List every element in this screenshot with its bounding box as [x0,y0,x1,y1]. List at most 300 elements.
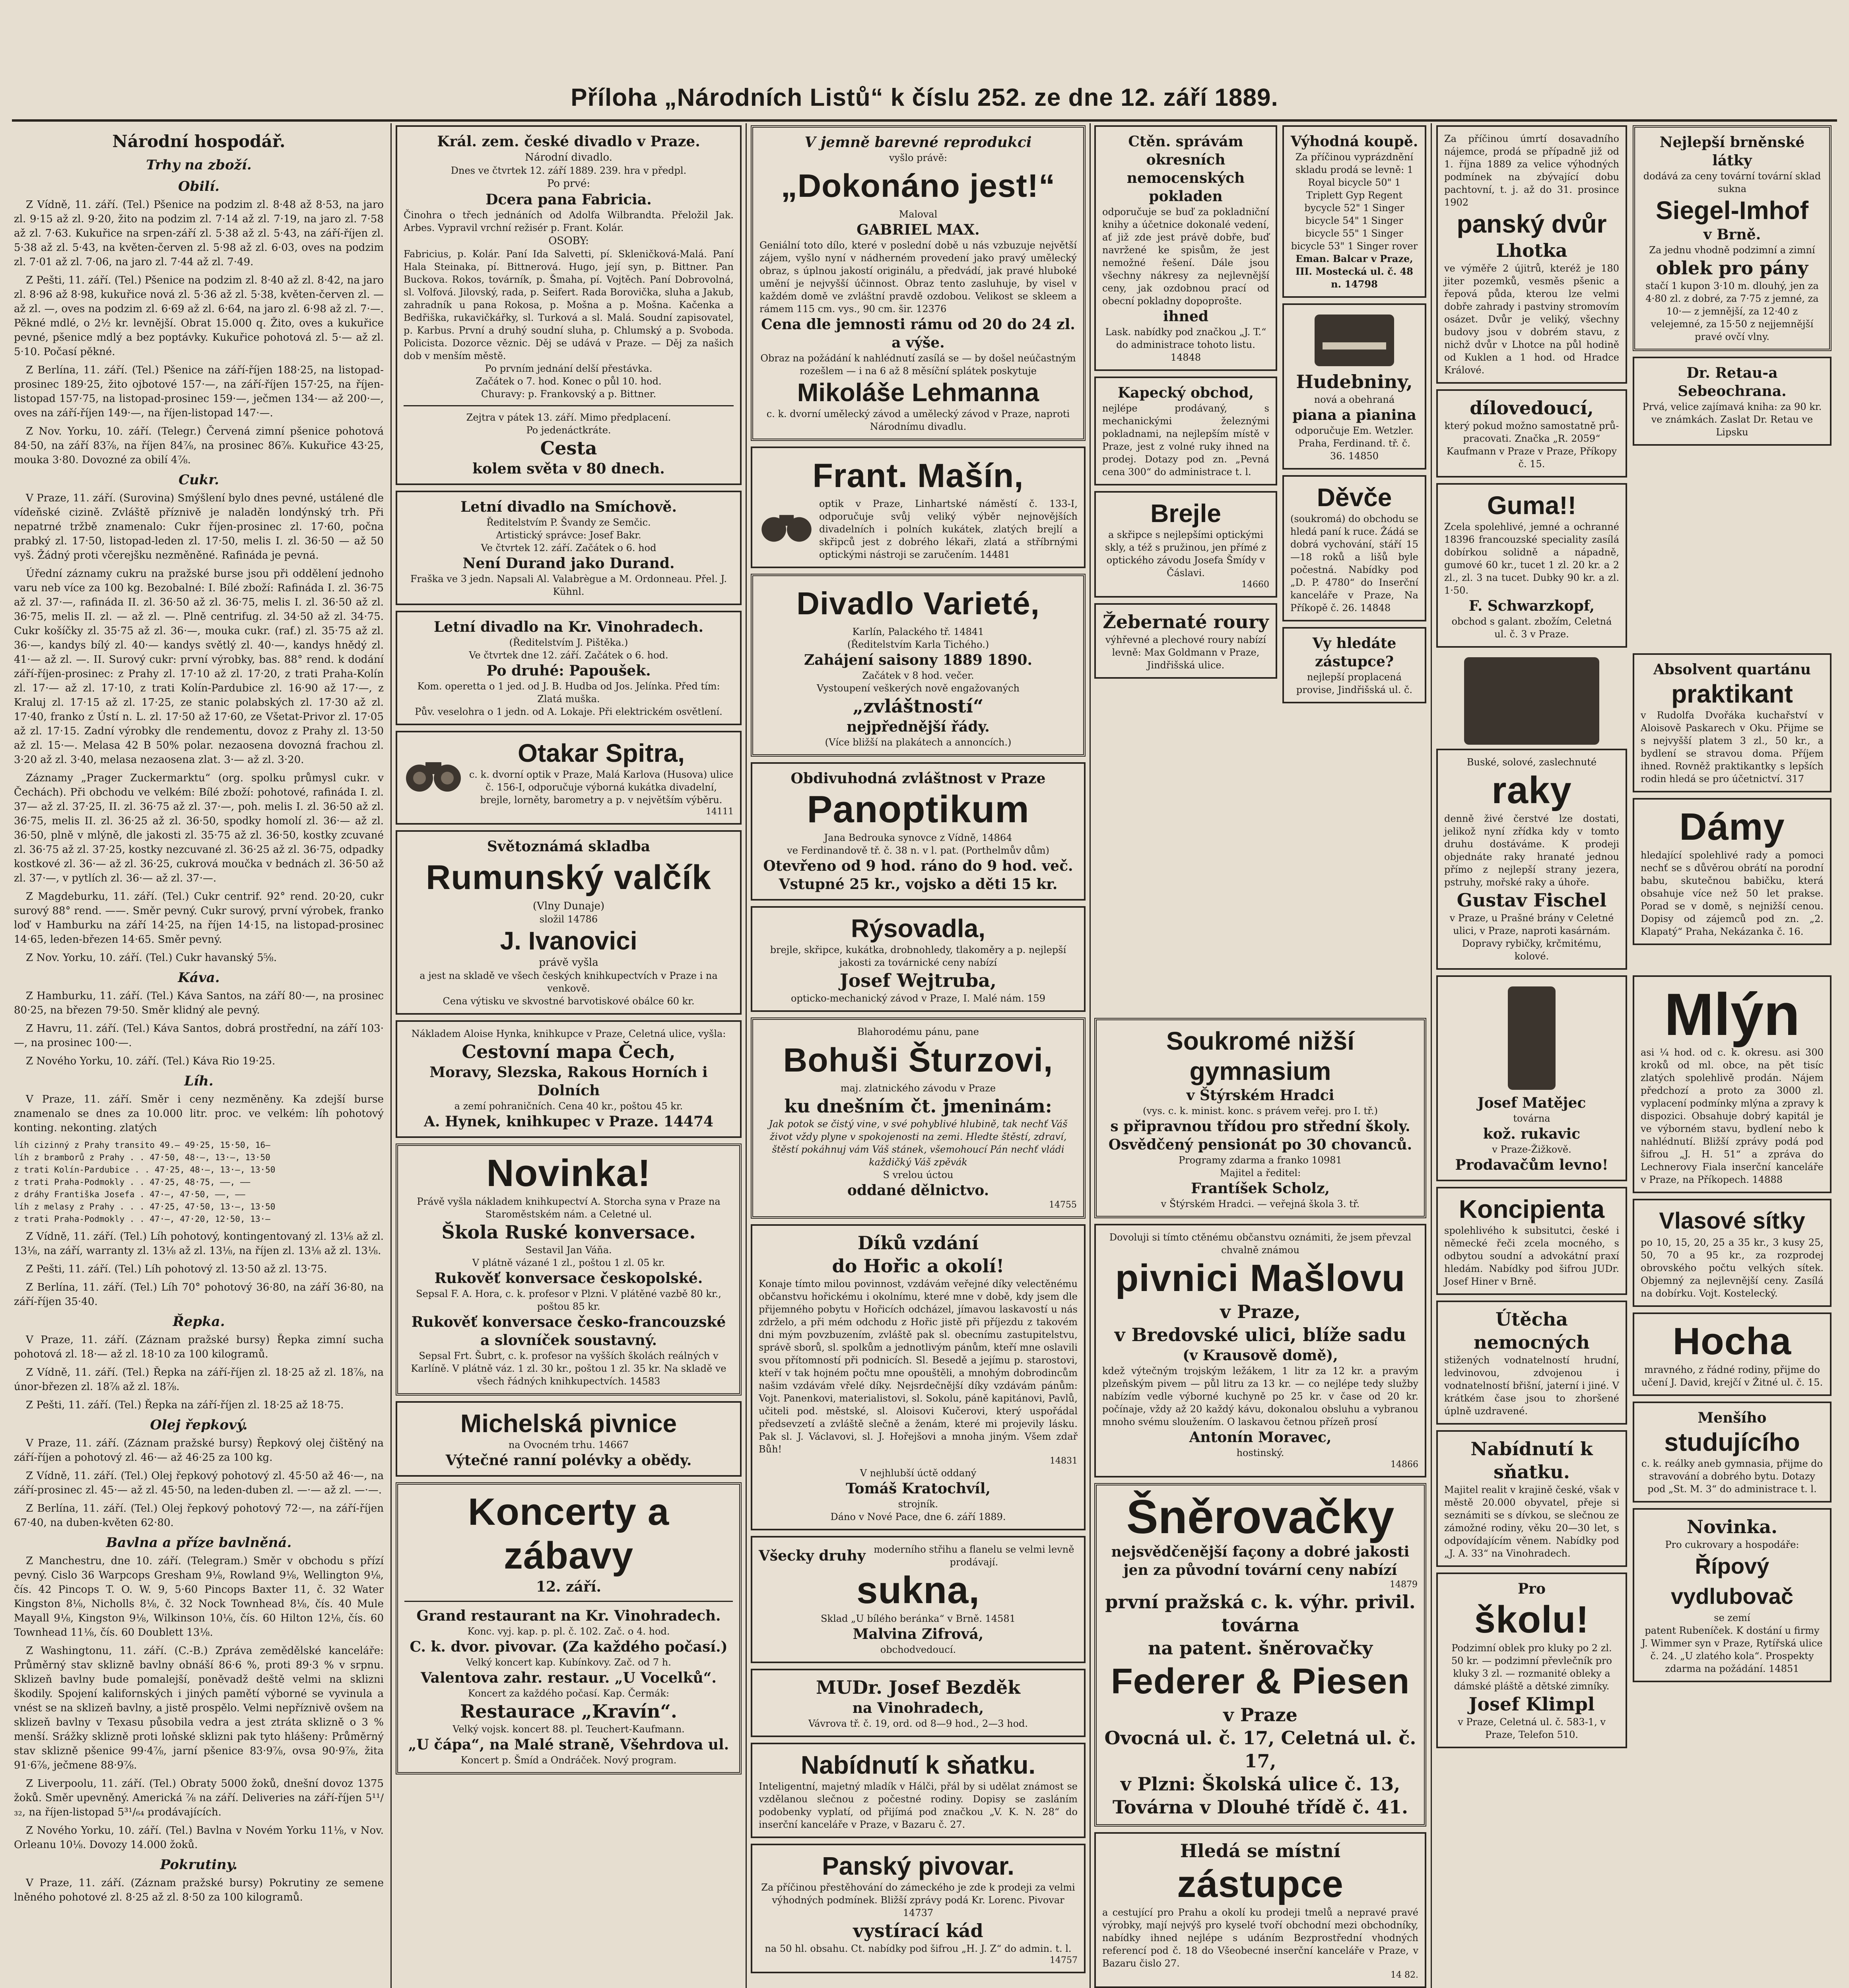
rubber-title: Guma!! [1487,491,1576,520]
foreman-title: dílovedoucí, [1470,397,1594,419]
school-title: Škola Ruské konversace. [441,1221,696,1243]
first-label: Po prvé: [547,178,590,190]
waltz-title: Rumunský valčík [426,858,711,897]
beet-novelty: Novinka. [1686,1516,1778,1538]
panopticum-ad [751,762,1086,901]
paragraph: V Praze, 11. září. (Záznam pražské bursy) Pokrutiny ze semene lněného pohotové zl. 8·25 až zl. 8·50 za 100 kilogramů. [14,1877,384,1903]
nameday-ad [751,1017,1086,1219]
waltz-ad [396,830,742,1015]
crayfish-text: denně živé čerstvé lze dostati, jelikož nyní zřídka kdy v tomto druhu dostáváme. K prodeji objednáte raky hranaté jednou přímo z nejlepší strany jezera, pstruhy, mořské raky a úhoře. [1444,813,1619,888]
sub-heading: Pokrutiny. [160,1857,238,1873]
agent-ad [1282,627,1426,703]
map-ad [396,1020,742,1138]
pipes-ad [1094,603,1277,679]
thanks-signature: Tomáš Kratochvíl, [845,1480,991,1497]
thanks-closing: V nejhlubší úctě oddaný [860,1468,977,1479]
just-published: právě vyšla [539,957,598,969]
glasses-title: Brejle [1150,499,1221,528]
vino-head: Letní divadlo na Kr. Vinohradech. [433,619,704,635]
nameday-verse: Jak potok se čistý vine, v své pohyblivé hlubině, tak nechť Váš život vždy plyne v spokojenosti na zemi. Hledte štěstí, zdraví, štěstí pokáhnuj vám Váš stánek, všemohoucí Pán nechť vládi každičký Váš zpěvák [769,1118,1068,1168]
crayfish-intro: Buské, solové, zaslechnuté [1466,757,1597,768]
shop-sale-ad [1094,377,1277,485]
pub-text: kdež výtečným trojským ležákem, 1 litr za 12 kr. a pravým plzeňským pivem — půl litru za 13 kr. — co nejlépe tedy služby nabízím vedle výborné kuchyně po 25 kr. v čase od 20 kr. počínaje, vždy až 20 každý kávu, dokonalou obsluhu a vybranou mnoho svému sloužením. O laskavou četnou přízeň prosí [1102,1365,1418,1427]
cesta-sub: kolem světa v 80 dnech. [472,460,665,477]
agent-wanted-text: a cestující pro Prahu a okolí ku prodeji tmelů a nepravé pravé výrobky, mají nejvýš pro kyselé tvoří obchodní mezi obchodníky, nabídky ihned nejlépe s udáním Bezprostřední vhodných referencí pod č. 18 do Všeobecné inserční kanceláře v Praze, v Bazaru čislo 27. [1102,1907,1418,1969]
immediately: ihned [1163,308,1209,325]
estate-intro: Za příčinou úmrtí dosavadního nájemce, prodá se případně již od 1. října 1889 za velice výhodných podmínek na zbývající dobu pachtovní, t. j. až do 31. prosince 1902 [1444,133,1619,208]
paragraph: V Praze, 11. září. (Záznam pražské bursy) Řepka zimní sucha pohotová zl. 18·— až zl. 18·10 za 100 kilogramů. [14,1334,384,1360]
venue-desc: Velký vojsk. koncert 88. pl. Teuchert-Kaufmann. [453,1724,685,1735]
estate-lease-ad [1436,125,1627,384]
venue-name: „U čápa“, na Malé straně, Všehrdova ul. [408,1736,729,1753]
waltz-desc: a jest na skladě ve všech českých knihkupectvích v Praze i na venkově. [420,970,718,994]
foreman-ad [1436,389,1627,478]
pub-takeover-ad [1094,1224,1426,1477]
cesta-title: Cesta [540,437,597,459]
sick-fund-text: odporučuje se buď za pokladniční knihy a účetnice dokonalé vedení, ať již zde jest právě dobře, buď navržené ke spisům, že jest nemožné řešení. Dále jsou všechny nákresy za nejlevnější ceny, jak ozdobnou prací od obecní pokladny dopoprošte. [1102,206,1269,307]
variety-title: Divadlo Varieté, [796,586,1040,621]
nameday-name: Bohuši Šturzovi, [783,1041,1053,1079]
sub-heading: Bavlna a příze bavlněná. [106,1535,292,1551]
beet-text: patent Rubeníček. K dostání u firmy J. Wimmer syn v Praze, Rytířská ulice č. 24. „U zlatého kola“. Prospekty zdarma na požádání. 14851 [1641,1625,1823,1674]
cast-list: Fabricius, p. Kolár. Paní Ida Salvetti, pí. Skleničková-Malá. Paní Hala Steinaka, pí. Bittnerová. Hugo, její syn, p. Bittner. Pan Buckova. Rokos, továrník, p. Šmaha, pí. Vojtěch. Paní Dobrovolná, sl. Volfová. Jilovský, rada, p. Seifert. Rada Borovička, sluha a Jakub, zahradník u pana Rokosa, p. Mošna a p. Mošna. Kačenka a Bedřiška, rukavičkářky, sl. Turková a sl. Malá. Soudní zapisovatel, p. Karbus. První a druhý soudní sluha, p. Chlumský a p. Svoboda. Policista. Dozorce věznic. Děj se udává v Praze. — Děj za našich dob v menším městě. [404,248,734,361]
cloth-siegel-ad [1633,125,1832,351]
agent-title: Vy hledáte zástupce? [1312,635,1396,670]
dealer-desc: c. k. dvorní umělecký závod a umělecký závod v Praze, naproti Národnímu divadlu. [766,408,1070,432]
gloves-ad [1436,975,1627,1181]
gymnasium-license: (vys. c. k. minist. konc. s právem veřej. pro I. tř.) [1143,1105,1378,1116]
optician-desc-2: optik v Praze, Linhartské náměstí č. 133-I, odporučuje svůj veliký výběr nejnovějších divadelních i polních kukátek, zlatých brejlí a skřipců jest z dobrého lékaři, zlatá a stříbrnými optickými nástroji se zaručením. 14481 [819,498,1078,560]
paragraph: Z Nov. Yorku, 10. září. (Telegr.) Červená zimní pšenice pohotová 84·50, na září 83⅞, na říjen 84⅞, na prosinec 86⅞. Kukuřice 43·25, mouka 3·80. Dovozné za obilí 4⅞. [14,425,384,466]
painter-name: GABRIEL MAX. [857,221,980,238]
paragraph: V Praze, 11. září. (Záznam pražské bursy) Řepkový olej čištěný na září-říjen a pohotový zl. 46·— až 46·25 za 100 kg. [14,1437,384,1464]
publisher-line: Nákladem Aloise Hynka, knihkupce v Praze, Celetná ulice, vyšla: [411,1028,726,1039]
table-row: z trati Praha-Podmokly . . 47·—, 47·20, 12·50, 13·— [14,1214,270,1224]
glasses-text: a skřipce s nejlepšími optickými skly, a též s pružinou, jen přímé z optického závodu Josefa Šmídy v Čáslavi. [1105,529,1266,579]
agent-wanted-intro: Hledá se místní [1180,1840,1341,1862]
thanks-date: Dáno v Nové Pace, dne 6. září 1889. [830,1511,1006,1522]
play-desc: Činohra o třech jednáních od Adolfa Wilbrandta. Přeložil Jak. Arbes. Vypravil vrchní režisér p. Frant. Kolár. [404,210,734,233]
cast-label: OSOBY: [548,235,589,247]
intermission: Po prvním jednání delší přestávka. [485,363,653,374]
dealer-name: Mikoláše Lehmanna [797,378,1039,407]
student-text: c. k. reálky aneb gymnasia, přijme do stravování a dobrého bytu. Dotazy pod „St. M. 3“ do administrace t. l. [1641,1458,1823,1495]
beet-title: Řípový vydlubovač [1670,1553,1794,1609]
estate-title: panský dvůr [1457,210,1607,238]
doctor-place: na Vinohradech, [852,1700,984,1716]
optician-desc: c. k. dvorní optik v Praze, Malá Karlova (Husova) ulice č. 156-I, odporučuje výborná kukátka divadelní, brejle, lorněty, barometry a p. v největším výběru. [469,769,734,806]
cloth-store: Sklad „U bílého beránka“ v Brně. 14581 [821,1613,1016,1624]
paragraph: Z Liverpoolu, 11. září. (Tel.) Obraty 5000 žoků, dnešní dovoz 1375 žoků. Směr upevněný. Americká ⅞ na září. Deliveries na září-říjen 5¹¹/₃₂, na říjen-listopad 5³¹/₆₄ prodávajících. [14,1778,384,1818]
waltz-sub: (Vlny Dunaje) [532,900,605,912]
paragraph: Z Vídně, 11. září. (Tel.) Pšenice na podzim zl. 8·48 až 8·53, na jaro zl. 9·15 až zl. 9·20, žito na podzim zl. 7·14 až zl. 7·19, na jaro zl. 7·58 až zl. 7·63. Kukuřice na srpen-září zl. 5·38 až zl. 5·43, na září-říjen zl. 5·38 až zl. 5·43, na květen-červen zl. 5·98 až zl. 6·03, oves na podzim zl. 7·01 až zl. 7·06, na jaro zl. 7·44 až zl. 7·49. [14,199,384,268]
sub-heading: Obilí. [178,179,219,194]
gymnasium-title: Soukromé nižší gymnasium [1166,1027,1354,1085]
beet-sub: se zemí [1714,1612,1750,1623]
vino-date: Ve čtvrtek dne 12. září. Začátek o 6. hod. [469,650,668,661]
apprentice-title: praktikant [1671,679,1793,708]
paragraph: Z Nového Yorku, 10. září. (Tel.) Bavlna v Novém Yorku 11⅛, v Nov. Orleanu 10⅛. Dovozy 14.000 žoků. [14,1825,384,1851]
cloth-title: sukna, [856,1569,980,1611]
paragraph: Z Berlína, 11. září. (Tel.) Pšenice na září-říjen 188·25, na listopad-prosinec 189·25, žito ojbotové 157·—, na září-říjen 157·25, na říjen-listopad 157·75, na listopad-prosinec 159·—, ječmen 134·— až 200·—, oves na září-říjen 149·—, na říjen-listopad 147·—. [14,364,384,419]
apprentice-text: v Rudolfa Dvořáka kuchařství v Aloisově Paskarech v Oku. Přijme se s nejvyšší platem 3 zl., 50 kr., a bydlení se stravou doma. Příjem ihned. Rovněž praktikantky s lepších rodin hledá se pro účetnictví. 317 [1641,710,1824,784]
section-heading: Trhy na zboží. [146,157,252,173]
gloves-sellers: Prodavačům levno! [1455,1157,1608,1173]
gloves-owner: Josef Matějec [1477,1095,1586,1111]
painter-label: Maloval [899,209,938,220]
pub-name: pivnici Mašlovu [1115,1257,1406,1299]
vat-text: na 50 hl. obsahu. Ct. nabídky pod šifrou „H. J. Z“ do admin. t. l. [765,1943,1072,1954]
gloves-place: v Praze-Žižkově. [1492,1144,1571,1155]
waltz-intro: Světoznámá skladba [487,838,651,855]
brewery-title: Panský pivovar. [822,1852,1014,1880]
boy-text: mravného, z řádné rodiny, přijme do učení J. David, krejčí v Žitné ul. č. 15. [1641,1364,1823,1388]
col6-top-row [1436,125,1836,653]
student-intro: Menšího [1698,1409,1767,1426]
table-row: líh z bramborů z Prahy . . 47·50, 48·—, 13·—, 13·50 [14,1153,270,1162]
agent-wanted-ad [1094,1832,1426,1988]
optician-binoculars-icon [404,754,463,802]
cure-ad [1436,1301,1627,1425]
ladies-ad [1633,798,1832,945]
brewery-ad [751,1844,1086,1973]
book-title: Dr. Retau-a Sebeochrana. [1678,365,1787,400]
column-economy [14,125,384,1988]
optician-ad [396,731,742,825]
paragraph: Z Pešti, 11. září. (Tel.) Líh pohotový zl. 13·50 až zl. 13·75. [26,1263,327,1275]
hairnet-ad [1633,1199,1832,1307]
repeat-line: Po jedenáctkráte. [526,425,611,436]
map-title-2: Moravy, Slezska, Rakous Horních i Dolních [429,1064,708,1099]
boy-title: Hocha [1672,1320,1792,1363]
panopticum-intro: Obdivuhodná zvláštnost v Praze [790,770,1046,787]
apprentice-intro: Absolvent quartánu [1653,661,1811,678]
specialties: „zvláštností“ [853,695,984,717]
waltz-composed: složil 14786 [539,914,598,925]
gloves-factory: továrna [1513,1113,1550,1124]
venue-desc: Koncert p. Šmíd a Ondráček. Nový program. [460,1755,677,1766]
corset-addr-2: v Plzni: Školská ulice č. 13, [1120,1773,1400,1795]
optician-name-2: Frant. Mašín, [812,457,1024,494]
apprentice-ad [1633,653,1832,792]
lobster-illustration-icon [1436,657,1627,745]
cloth-siegel-text: stačí 1 kupon 3·10 m. dlouhý, jen za 4·80 zl. z dobré, za 7·75 z jemné, za 10·— z jemnější, za 12·40 z velejemné, za 15·50 z nejjemnější pravé ovčí vlny. [1645,280,1819,342]
concerts-date: 12. září. [536,1578,602,1595]
paragraph: Z Magdeburku, 11. září. (Tel.) Cukr centrif. 92° rend. 20·20, cukr surový 88° rend. ——. Směr pevný. Cukr surový, první výrobek, franko loď v Hamburku na září 14·25, na říjen 14·15, na listopad-prosinec 14·65, leden-březen 14·65. Směr pevný. [14,891,384,945]
venue-desc: Koncert za každého počasí. Kap. Čermák: [468,1688,670,1699]
paragraph: Z Berlína, 11. září. (Tel.) Líh 70° pohotový 36·80, na září 36·80, na září-říjen 35·40. [14,1281,384,1308]
venue-desc: Konc. vyj. kap. p. pl. č. 102. Zač. o 4. hod. [467,1626,670,1637]
concerts-ad [396,1482,742,1774]
doctor-name: MUDr. Josef Bezděk [816,1677,1020,1698]
concerts-title: Koncerty a zábavy [468,1491,670,1577]
school-clothes-ad [1436,1573,1627,1748]
drawing-tools-desc: brejle, skřipce, kukátka, drobnohledy, tlakoměry a p. nejlepší jakosti za továrnické ceny nabízí [770,944,1066,968]
corset-city: v Praze [1223,1704,1297,1726]
corset-addr-3: Továrna v Dlouhé třídě č. 41. [1112,1796,1408,1818]
composer: J. Ivanovici [500,926,637,955]
smichov-line: Artistický správce: Josef Bakr. [496,530,641,541]
table-row: z trati Praha-Podmokly . . 47·25, 48·75, ——, —— [14,1177,251,1187]
ad-number: 14755 [1049,1200,1077,1210]
hairnet-title: Vlasové sítky [1659,1208,1805,1234]
table-row: z trati Kolín-Pardubice . . 47·25, 48·—, 13·—, 13·50 [14,1165,276,1175]
vat-title: vystírací kád [853,1920,983,1941]
handbook-title: Rukověť konversace českopolské. [434,1270,703,1287]
clerk-ad [1436,1187,1627,1295]
clerk-text: spolehlivého k subsitutci, české i německé řeči zcela mocného, s odbytou soudní a advokátní praxí hledám. Nabídky pod šifrou JUDr. Josef Hiner v Brně. [1444,1225,1619,1287]
map-title: Cestovní mapa Čech, [462,1041,676,1062]
girl-wanted-ad [1282,475,1426,621]
posters-note: (Více bližší na plakátech a annoncích.) [825,737,1012,748]
smichov-head: Letní divadlo na Smíchově. [460,499,677,515]
pub-street: v Bredovské ulici, blíže sadu [1114,1324,1406,1345]
marriage-title: Nabídnutí k sňatku. [800,1751,1036,1779]
student-ad [1633,1402,1832,1503]
clerk-title: Koncipienta [1459,1195,1605,1223]
paragraph: Úřední záznamy cukru na pražské burse jsou při oddělení jednoho varu neb více za 100 kg. Bezobalné: I. Bílé zboží: Rafináda I. zl. 36·75 až zl. 37·—, rafináda II. zl. 36·50 až zl. 36·75, melis I. zl. 36·50 až zl. 36·75, melis II. zl. — až zl. —. Plně centrifug. zl. 34·50 až zl. 34·75. Cukr košíčky zl. 35·75 až zl. 36·—, mouka cukr. (raf.) zl. 35·75 až zl. 36·—, kandys bílý zl. 40·— kandys světlý zl. 40·—, kandys hnědý zl. 41·— až zl. —. II. Surový cukr: první výrobky, bas. 88° rend. k dodání září-říjen-prosinec: z Prahy zl. 17·10 až zl. 17·20, z trati Praha-Kolín zl. 17·— až zl. 17·10, z trati Kolín-Pardubice zl. 16·90 až 17·—, z Kraluj zl. 17·15 až zl. 17·25, ze stanic polabských zl. 17·30 až zl. 17·40, franko z Ústí n. L. zl. 17·50 až 17·60, ze Všetat-Privor zl. 17·05 až zl. 17·15. Zadní výrobky dle rendementu, dovoz z Prahy zl. 13·50 až zl. 15·—. Melasa 42 B 50% polar. nezaosena dovozná frachou zl. 3·20 až zl. 3·40, melasa nezaosena zlat. 3·— až zl. 3·20. [14,568,384,766]
gymnasium-pension: Osvědčený pensionát po 30 chovanců. [1108,1136,1412,1153]
start-time: Začátek v 8 hod. večer. [862,670,974,681]
paragraph: Z Vídně, 11. září. (Tel.) Olej řepkový pohotový zl. 45·50 až 46·—, na září-prosinec zl. 45·— až zl. 45·50, na leden-duben zl. —·— až zl. —·—. [14,1470,384,1496]
estate-name: Lhotka [1496,240,1567,261]
paragraph: Z Pešti, 11. září. (Tel.) Pšenice na podzim zl. 8·40 až zl. 8·42, na jaro zl. 8·96 až 8·98, kukuřice nová zl. 5·36 až zl. 5·38, květen-červen zl. — až zl. —, oves na podzim zl. 6·69 až zl. 6·64, na jaro zl. 6·98 až zl. 7·—. Pěkné mdlé, o 2½ kr. levnější. Obrat 15.000 q. Žito, oves a kukuřice pevné, pšenice mdlý a bez poptávky. Kukuřice pohotová zl. 5·— až zl. 5·10. Počasí pěkné. [14,274,384,358]
book-ad [1633,357,1832,446]
cloth-ad [751,1536,1086,1663]
col6-mid-row [1436,653,1836,975]
corset-addr-1: Ovocná ul. č. 17, Celetná ul. č. 17, [1104,1727,1416,1772]
crayfish-ad [1436,749,1627,970]
rubber-ad [1436,483,1627,648]
gymnasium-place: v Štýrském Hradci [1186,1087,1334,1104]
gymnasium-ad [1094,1018,1426,1218]
vino-desc: Kom. operetta o 1 jed. od J. B. Hudba od Jos. Jelínka. Před tím: Zlatá muška. [417,681,720,705]
handbook-desc-2: Sepsal Frt. Šubrt, c. k. profesor na vyšších školách reálných v Karlíně. V plátně váz. 1 zl. 30 kr., poštou 1 zl. 35 kr. Na skladě ve všech řádných knihkupectvích. 14583 [411,1350,726,1387]
thanks-text: Konaje tímto milou povinnost, vzdávám veřejné díky velectěnému občanstvu hořickému i okolnímu, které mne v době, kdy jsem dle přijemného pobytu v Hořicích odcházel, jímavou laskavostí u nás zdrželo, a při mém odchodu z Hořic jistě při příjezdu z takovém dni mým povzbuzením, zvláště pak sl. obecnímu zastupitelstvu, správě sborů, sl. spolkům a jednotlivým pánům, kteří mne oslavili svou přítomností při podnicích. Sl. Besedě a jejímu p. starostovi, kteří v tak hojném počtu mne opouštěli, a mnohým dobrodincům našim vzdávám vřelé díky. Nejsrdečnější díky vzdávám pánům: Vojt. Panenkovi, materialistovi, sl. Sokolu, páně kapitánovi, Pavlů, učiteli pod. městské, sl. Aloisovi Kučerovi, který uspořádal předsevzetí a zvláště slečně a ženám, které mi projevily lásku. Pak sl. J. Václavovi, sl. J. Hořejšovi a mnoha jiným. Všem zdař Bůh! [759,1278,1078,1455]
variety-director: (Ředitelstvím Karla Tichého.) [847,639,989,650]
doctor-hours: Vávrova tř. č. 19, ord. od 8—9 hod., 2—3 hod. [808,1718,1028,1729]
theatre-line: Dnes ve čtvrtek 12. září 1889. 239. hra v předpl. [451,165,687,176]
cloth-intro: Všecky druhy [759,1547,866,1564]
school-clothes-text: Podzimní oblek pro kluky po 2 zl. 50 kr. — podzimní převlečník pro kluky 3 zl. — rozmanité obleky a dámské pláště a dětské zimníky. [1451,1642,1612,1692]
paragraph: Z Pešti, 11. září. (Tel.) Řepka na září-říjen zl. 18·25 až 18·75. [26,1399,344,1411]
table-row: líh z melasy z Prahy . . . 47·25, 47·50, 13·—, 13·50 [14,1202,276,1211]
music-sub: nová a obehraná [1314,394,1395,405]
sub-heading: Líh. [184,1073,214,1089]
nameday-sub: maj. zlatnického závodu v Praze [840,1083,996,1094]
column-divider [1431,123,1432,1988]
masthead-rule [12,119,1837,122]
marriage-ad-2 [1436,1430,1627,1567]
venue-name: Grand restaurant na Kr. Vinohradech. [416,1607,721,1624]
thanks-title: Díků vzdání [857,1232,979,1254]
boy-apprentice-ad [1633,1312,1832,1396]
rubber-text: Zcela spolehlivé, jemné a ochranné 18396 francouzské speciality zasílá dobírkou solidně a nápadně, gumové 60 kr., tucet 1 zl. 20 kr. a 2 zl., zl. 3 na tucet. Dubky 90 kr. a zl. 1·50. [1444,521,1619,596]
cloth-siegel-city: v Brně. [1703,226,1761,243]
panopticum-addr: ve Ferdinandově tř. č. 38 n. v l. pat. (Porthelmův dům) [787,845,1049,856]
novelty-title: Novinka! [486,1152,651,1194]
pub-owner: Antonín Moravec, [1189,1429,1332,1446]
performers: Vystoupení veškerých nově engažovaných [817,683,1020,694]
pub-intro: Dovoluji si tímto ctěnému občanstvu oznámiti, že jsem převzal chvalně známou [1109,1232,1412,1256]
novelty-ad [396,1143,742,1396]
table-row: líh cizinný z Prahy transito 49.— 49·25, 15·50, 16— [14,1140,270,1150]
smichov-play: Není Durand jako Durand. [462,555,675,572]
gloves-product: kož. rukavic [1483,1126,1581,1142]
handbook-title-2: Rukověť konversace česko-francouzské a slovníček soustavný. [411,1314,726,1349]
cure-title: Útěcha nemocných [1474,1309,1590,1353]
vino-more: Pův. veselohra o 1 jedn. od A. Lokaje. Při elektrickém osvětlení. [415,706,723,717]
piano-illustration-icon [1290,315,1418,366]
panopticum-title: Panoptikum [807,788,1029,831]
season-opening: Zahájení saisony 1889 1890. [804,652,1033,668]
paragraph: Z Berlína, 11. září. (Tel.) Olej řepkový pohotový 72·—, na září-říjen 67·40, na duben-květen 62·80. [14,1503,384,1529]
estate-text: ve výměře 2 újitrů, kteréž je 180 jiter pozemků, vesměs pšenic a řepová půda, kterou lze velmi dobře zahrady i pastviny stromovím osázet. Dvůr je veliký, všechny budovy jsou v dobrém stavu, z nichž dvůr v Lhotce na půl hodině od Kuklen a 1 hod. od Hradce Králové. [1444,263,1619,376]
table-row: z dráhy Františka Josefa . 47·—, 47·50, ——, —— [14,1190,245,1199]
painting-desc: Geniální toto dílo, které v poslední době u nás vzbuzuje největší zájem, vyšlo nyní v nádherném provedení jako pravý umělecký obraz, s úplnou jakostí originálu, a předvádí, jak pravé hluboké umění je nejvyšší účinnost. Obraz tento zasluhuje, by visel v každém domě ve zvláštní pravdě ozdobou. Velikost se skleem a rámem 115 cm. vys., 90 cm. šir. 12376 [759,240,1077,315]
corset-patent: na patent. šněrovačky [1148,1637,1373,1659]
section-title: Národní hospodář. [112,132,286,151]
column-theatre [396,125,742,1988]
rubber-seller-sub: obchod s galant. zbožím, Celetná ul. č. 3 v Praze. [1451,616,1612,640]
paragraph: Z Vídně, 11. září. (Tel.) Líh pohotový, kontingentovaný zl. 13⅛ až zl. 13⅛, na září, warranty zl. 13⅛ až zl. 13⅛, na říjen zl. 13⅛ až zl. 13⅛. [14,1231,384,1257]
corset-company: Federer & Piesen [1111,1662,1410,1701]
cloth-owner-role: obchodvedoucí. [880,1644,956,1655]
pub-house: (v Krausově domě), [1183,1347,1338,1364]
paragraph: Z Havru, 11. září. (Tel.) Káva Santos, dobrá prostřední, na září 103·—, na prosinec 100·—. [14,1023,384,1049]
paragraph: Z Washingtonu, 11. září. (C.-B.) Zpráva zemědělské kanceláře: Průměrný stav sklizně bavlny obnáší 86·6 %, proti 89·3 % v srpnu. Sklizeň bavlny bude pomalejší, poněvadž deště velmi na sklizni škodily. Spojení kalifornských i jiných pamětí výborné se vyvinula a vnést se na sklizeň bavlny, a jistě prospělo. Velmi nepříznivě ovšem na sklizeň bavlny v Texasu působila vedra a jest ztráta sklizně o 3 % menší. Srážky sklizně proti loňské sklizni pak tyto hlášeny: Průměrný stav sklizně pšenice 99·4⅞, jarní pšenice 83·9⅞, ovsa 90·9⅞, žita 91·6⅞, ječmene 88·9⅞. [14,1645,384,1771]
music-title: Hudebniny, [1296,371,1413,392]
foreman-text: který pokud možno samostatně prů-pracovati. Značka „R. 2059“ Kaufmann v Praze v Praze, Příkopy č. 15. [1444,420,1619,470]
corset-text: nejsvědčenější façony a dobré jakosti jen za původní tovární ceny nabízí [1111,1543,1410,1578]
glasses-ad [1094,491,1277,598]
seller-name: Josef Wejtruba, [839,970,997,991]
seller-desc: opticko-mechanický závod v Praze, I. Malé nám. 159 [790,993,1046,1004]
cloth-siegel-season: Za jednu vhodně podzimní a zimní [1649,245,1815,256]
piano-title: piana a pianina [1292,407,1416,423]
smichov-theatre [396,491,742,605]
venue-name: Valentova zahr. restaur. „U Vocelků“. [421,1670,717,1686]
pub-city: v Praze, [1220,1301,1301,1322]
cloth-siegel-sub: dodává za ceny tovární tovární sklad sukna [1643,171,1821,194]
cure-text: stižených vodnatelností hrudní, ledvinovou, zdvojenou i vodnatelností břišní, jaterní i jiné. V krátkém čase jsou to zhoršené úplně uzdravené. [1444,1355,1619,1417]
nameday-salutation: Blahorodému pánu, pane [857,1026,979,1037]
column-divider [390,123,392,1988]
pub-sub: na Ovocném trhu. 14667 [508,1439,629,1450]
corset-factory: první pražská c. k. výhr. privil. továrna [1105,1591,1416,1636]
ad-number: 14 82. [1391,1970,1418,1980]
paragraph: Z Vídně, 11. září. (Tel.) Řepka na září-říjen zl. 18·25 až zl. 18⅞, na únor-březen zl. 18⅞ až zl. 18⅞. [14,1367,384,1393]
painting-title: „Dokonáno jest!“ [781,168,1056,204]
bicycle-title: Výhodná koupě. [1290,133,1418,150]
nameday-signature: oddané dělnictvo. [847,1182,989,1199]
gymnasium-programs: Programy zdarma a franko 10981 [1179,1155,1342,1166]
school-title: školu! [1474,1598,1589,1641]
corset-title: Šněrovačky [1126,1490,1395,1543]
school-price: V plátně vázané 1 zl., poštou 1 zl. 05 kr. [472,1257,665,1268]
cloth-siegel-name: Siegel-Imhof [1655,196,1809,225]
masthead: Příloha „Národních Listů“ k číslu 252. ze dne 12. září 1889. [571,84,1278,111]
play-title: Dcera pana Fabricia. [486,191,652,208]
school-clothes-seller: Josef Klimpl [1468,1693,1595,1715]
publisher-name: A. Hynek, knihkupec v Praze. 14474 [423,1113,714,1130]
paragraph: V Praze, 11. září. (Surovina) Smýšlení bylo dnes pevné, ustálené dle vídeňské cizině. Zvláště příznivě je naladěn londýnský trh. Při nepatrné tržbě znamenalo: Cukr říjen-prosinec zl. 17·60, počna prabký zl. 17·50, listopad-leden zl. 17·50, melis I. zl. 36·50 — až 50 vyš. Žádný proti včerejšku nezměněné. Rafináda je pevná. [14,492,384,561]
column-ads-3 [751,125,1086,1988]
column-wide-4-5 [1094,1018,1426,1988]
crayfish-seller-sub: v Praze, u Prašné brány v Celetné ulici, v Praze, naproti kasárnám. Dopravy rybičky, krčmitému, kolové. [1449,912,1614,962]
book-text: Prvá, velice zajímavá kniha: za 90 kr. ve známkách. Zaslat Dr. Retau ve Lipsku [1642,401,1822,438]
agent-text: nejlepší proplacená provise, Jindřišská ul. č. [1296,672,1413,695]
pub-owner-role: hostinský. [1236,1447,1284,1458]
painting-terms: Obraz na požádání k nahlédnutí zasílá se — by došel neúčastným rozešlem — i na 6 až 8 měsíční splátek poskytuje [760,353,1076,377]
marriage-text: Inteligentní, majetný mladík v Hálči, přál by si udělat známost se vzdělanou slečnou z počestné rodiny. Dopisy se zasláním podobenky vyplatí, od přijímá pod značkou „V. K. N. 28“ do inserční kanceláře v Praze, v Bazaru č. 27. [759,1781,1078,1830]
thanks-place: do Hořic a okolí! [832,1255,1004,1277]
student-title: studujícího [1664,1428,1800,1456]
doctor-ad [751,1669,1086,1737]
smichov-sub: Ředitelstvím P. Švandy ze Semčic. [486,517,651,528]
marriage-ad [751,1743,1086,1838]
vinohrady-theatre [396,611,742,725]
beet-tool-ad [1633,1508,1832,1682]
painting-intro: V jemně barevné reprodukci [804,134,1032,151]
theatre-listing [396,125,742,485]
optician-ad-2 [751,447,1086,568]
column-ads-6 [1436,125,1836,1988]
corset-ad [1094,1483,1426,1827]
cloth-siegel-intro: Nejlepší brněnské látky [1659,134,1805,169]
drawing-tools-ad [751,906,1086,1012]
rubber-seller: F. Schwarzkopf, [1468,598,1595,614]
crayfish-title: raky [1492,769,1572,812]
shop-title: Kapecký obchod, [1118,384,1254,401]
nameday-occasion: ku dnešním čt. jmeninám: [784,1095,1052,1117]
optician-binoculars-icon [759,508,814,551]
ad-number: 14111 [706,807,734,817]
pub-line: Výtečné ranní polévky a obědy. [445,1452,692,1469]
opening-hours: Otevřeno od 9 hod. ráno do 9 hod. več. [763,858,1073,874]
cloth-desc: moderního střihu a flanelu se velmi levně prodávají. [874,1544,1074,1568]
gymnasium-owner: Frantíšek Scholz, [1191,1180,1330,1197]
brewery-text: Za příčinou přestěhování do zámeckého je zde k prodeji za velmi výhodných podmínek. Bližší zprávy podá Kr. Lorenc. Pivovar 14737 [761,1882,1075,1918]
bicycle-seller: Eman. Balcar v Praze, III. Mostecká ul. č. 48 n. 14798 [1295,253,1413,290]
panopticum-owner: Jana Bedrouka synovce z Vídně, 14864 [824,832,1012,843]
cloth-owner: Malvina Zifrová, [853,1626,984,1642]
sub-heading: Káva. [178,970,220,986]
mill-ad [1633,975,1832,1193]
paragraph: Z Manchestru, dne 10. září. (Telegram.) Směr v obchodu s přízí pevný. Cislo 36 Warpcops Gresham 9⅛, Rowland 9⅛, Wellington 9⅛, čís. 42 Pincops T. O. W. 9, 5·60 Pincops Baxter 11, č. 32 Water Kingston 8⅛, Nicholls 8⅛, č. 32 Nock Townhead 8⅛, čís. 40 Mule Mayall 9⅛, Kingston 9⅛, Wilkinson 10⅛, čís. 60 Hilton 12⅛, čís. 60 Townhead 11⅛, čís. 60 Doublett 13⅛. [14,1555,384,1639]
divider [404,1601,733,1602]
agent-wanted-title: zástupce [1177,1863,1344,1905]
nameday-closing: S vrelou úctou [883,1169,954,1180]
variety-sub: Karlín, Palackého tř. 14841 [852,626,984,637]
cloth-siegel-product: oblek pro pány [1656,257,1808,279]
column-divider [746,123,747,1988]
girl-text: (soukromá) do obchodu se hledá paní k ruce. Žádá se dobrá vychování, stáří 15—18 roků a lišů byle počestná. Nabídky pod „D. P. 4780“ do Inserční kanceláře v Praze, Na Příkopě č. 26. 14848 [1290,513,1418,613]
sick-fund-ad [1094,125,1277,371]
gymnasium-owner-sub: v Štýrském Hradci. — veřejná škola 3. tř. [1161,1198,1360,1209]
paragraph: V Praze, 11. září. Směr i ceny nezměněny. Ka zdejší burse znamenalo se dnes za 10.000 litr. proc. ve velkém: líh pohotový konting. nekonting. zlatých [14,1093,384,1134]
pub-title: Michelská pivnice [460,1409,677,1438]
school-author: Sestavil Jan Váňa. [525,1244,612,1256]
paragraph: Z Nového Yorku, 10. září. (Tel.) Káva Rio 19·25. [26,1055,276,1067]
sub-heading: Olej řepkový. [150,1417,248,1433]
gymnasium-prep: s připravnou třídou pro střední školy. [1110,1118,1410,1135]
drawing-tools-title: Rýsovadla, [851,914,985,943]
painting-ad [751,125,1086,441]
venue-desc: Velký koncert kap. Kubínkovy. Zač. od 7 h. [466,1657,671,1668]
painting-price: Cena dle jemnosti rámu od 20 do 24 zl. a výše. [761,316,1075,351]
painting-intro-2: vyšlo právě: [889,152,948,163]
